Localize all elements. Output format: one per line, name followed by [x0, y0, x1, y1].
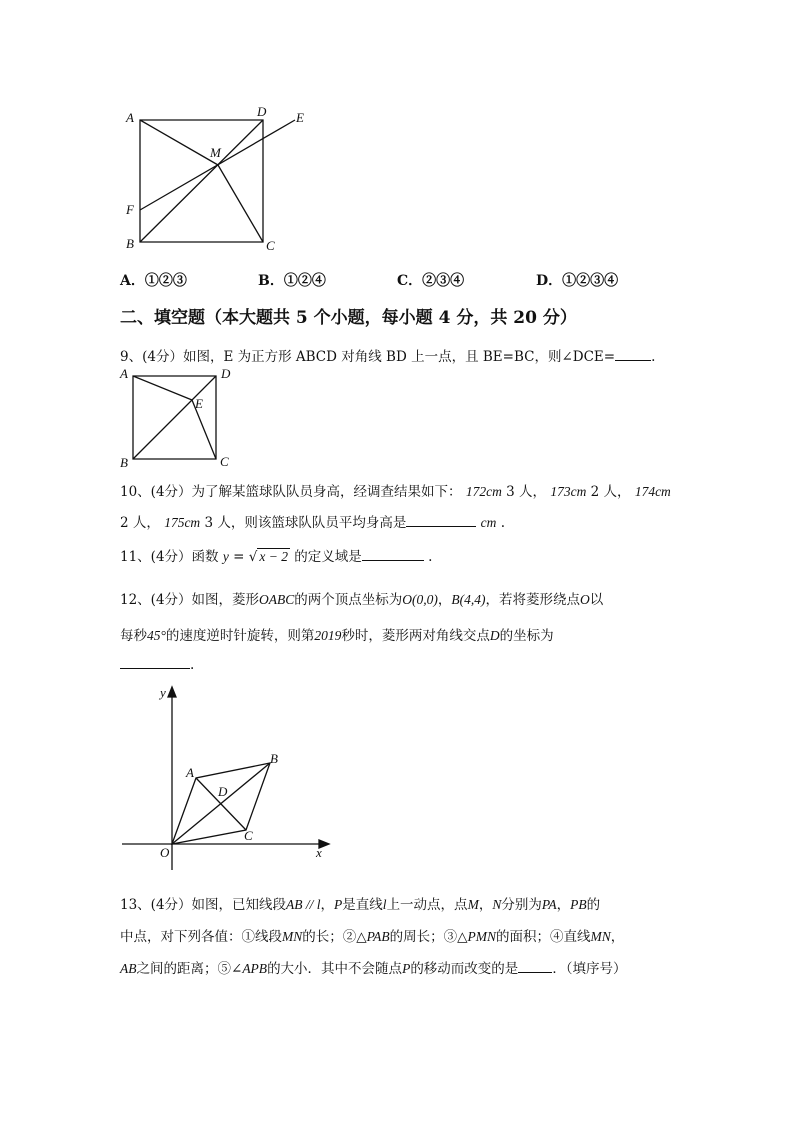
q12-o-point: O(0,0) [402, 592, 438, 607]
choice-a[interactable]: A．①②③ [120, 273, 187, 289]
q13-text-1: 13、(4分）如图，已知线段 [120, 897, 287, 913]
q13-n: N [492, 897, 502, 912]
label-e: E [296, 110, 304, 125]
q12-deg: 45° [147, 628, 166, 643]
segment-am [140, 120, 218, 165]
q10-value-175: 175 [164, 515, 185, 530]
segment-mc [218, 165, 263, 242]
question-10-line-2 [120, 511, 505, 531]
q12-text-7: 秒时，菱形两对角线交点 [341, 628, 490, 644]
question-13-line-2 [120, 925, 624, 945]
q10-count-3a: 3 人， [506, 484, 547, 500]
q12-label-b: B [270, 751, 278, 766]
q13-text-8: 的 [586, 897, 601, 913]
q13-text-9: 中点，对下列各值：①线段 [120, 929, 282, 945]
q13-text-16: 的移动而改变的是 [410, 961, 519, 977]
q13-answer-blank[interactable] [518, 960, 552, 973]
q9-text: 9、(4分）如图，E 为正方形 ABCD 对角线 BD 上一点，且 BE=BC，则∠DCE= [120, 349, 616, 365]
q10-count-2a: 2 人， [590, 484, 631, 500]
label-m: M [210, 145, 221, 160]
q13-text-13: ， [610, 929, 625, 945]
q10-value-172: 172 [465, 484, 487, 499]
q10-text-2: 3 人，则该篮球队队员平均身高是 [204, 515, 407, 531]
q13-text-12: 的面积；④直线 [496, 929, 591, 945]
question-11 [120, 545, 432, 565]
q12-text-6: 的速度逆时针旋转，则第 [165, 628, 315, 644]
q12-label-a: A [186, 765, 194, 780]
q13-text-5: ， [478, 897, 493, 913]
q12-o: O [580, 592, 590, 607]
q13-ab-l: AB // l [286, 897, 321, 912]
q11-func-lhs: y [222, 549, 229, 564]
choice-b[interactable]: B．①②④ [258, 273, 326, 289]
q12-d: D [489, 628, 500, 643]
q12-answer-blank[interactable] [120, 656, 190, 669]
q12-label-c: C [244, 828, 253, 843]
q9-label-e: E [195, 396, 203, 411]
question-13-line-3 [120, 957, 627, 977]
q9-label-c: C [220, 454, 229, 469]
sqrt-icon: √ [248, 549, 258, 565]
q13-ab: AB [120, 961, 137, 976]
y-axis-arrow [168, 687, 176, 697]
q11-text-2: 的定义域是 [294, 549, 362, 565]
q13-text-11: 的周长；③△ [389, 929, 468, 945]
q12-text-5: 每秒 [120, 628, 147, 644]
q13-text-15: 的大小．其中不会随点 [267, 961, 403, 977]
q9-label-b: B [120, 455, 128, 470]
figure-q8 [120, 100, 320, 255]
q10-unit-1: cm [486, 484, 502, 499]
q13-pb: PB [570, 897, 587, 912]
q13-text-7: ， [556, 897, 571, 913]
q11-func-eq: = [228, 549, 249, 565]
q12-label-x: x [316, 845, 322, 860]
q12-text-4: 以 [589, 592, 604, 608]
q12-text-2: 的两个顶点坐标为 [294, 592, 403, 608]
figure-q9 [118, 366, 238, 472]
q10-value-173: 173 [550, 484, 571, 499]
label-b: B [126, 236, 134, 251]
figure-q12-drawing [118, 685, 333, 870]
question-12-line-1 [120, 588, 603, 608]
q12-sep: ， [437, 592, 452, 608]
q12-oabc: OABC [259, 592, 295, 607]
q13-pab: PAB [366, 929, 390, 944]
q10-text: 10、(4分）为了解某篮球队队员身高，经调查结果如下： [120, 484, 462, 500]
q10-unit-5: cm [480, 515, 497, 530]
question-9 [120, 345, 655, 365]
q13-pmn: PMN [467, 929, 497, 944]
question-12-line-3 [120, 656, 194, 673]
q13-m: M [467, 897, 479, 912]
q12-tail: . [190, 657, 195, 673]
question-10-line-1 [120, 480, 671, 500]
q10-value-174: 174 [634, 484, 656, 499]
q11-text: 11、(4分）函数 [120, 549, 219, 565]
section-title: 二、填空题（本大题共 5 个小题，每小题 4 分，共 20 分） [120, 308, 577, 328]
q12-sec: 2019 [314, 628, 342, 643]
q13-text-2: ， [320, 897, 335, 913]
q13-text-17: ．（填序号） [552, 961, 627, 977]
q13-p-2: P [402, 961, 411, 976]
figure-q12 [118, 685, 333, 870]
question-12-line-2 [120, 624, 554, 644]
q13-apb: APB [242, 961, 268, 976]
q11-radicand: x − 2 [259, 549, 288, 564]
segment-ae [133, 376, 192, 400]
q10-count-2b: 2 人， [120, 515, 160, 531]
q13-text-3: 是直线 [342, 897, 383, 913]
q11-tail: . [428, 549, 433, 565]
q13-text-14: 之间的距离；⑤∠ [136, 961, 243, 977]
segment-bd [140, 120, 263, 242]
label-d: D [257, 104, 267, 119]
q13-text-6: 分别为 [501, 897, 542, 913]
q12-label-y: y [160, 685, 166, 700]
q10-unit-2: cm [570, 484, 587, 499]
q9-label-a: A [120, 366, 128, 381]
q10-unit-3: cm [655, 484, 671, 499]
label-f: F [126, 202, 134, 217]
label-c: C [266, 238, 275, 253]
q12-label-o: O [160, 845, 170, 860]
q9-text-end: . [651, 349, 656, 365]
choice-c[interactable]: C．②③④ [397, 273, 465, 289]
q10-unit-4: cm [184, 515, 201, 530]
figure-q8-drawing [120, 100, 320, 255]
diagonal-bd [133, 376, 216, 459]
q12-text-3: ，若将菱形绕点 [485, 592, 581, 608]
q13-text-10: 的长；②△ [302, 929, 367, 945]
question-13-line-1 [120, 893, 600, 913]
q13-mn: MN [282, 929, 303, 944]
q10-tail: . [500, 515, 506, 531]
q13-text-4: 上一动点，点 [386, 897, 468, 913]
q13-l: l [382, 897, 387, 912]
choice-d[interactable]: D．①②③④ [536, 273, 619, 289]
q13-mn-2: MN [590, 929, 611, 944]
q12-label-d: D [218, 784, 228, 799]
label-a: A [126, 110, 134, 125]
q9-answer-blank[interactable] [615, 348, 651, 361]
q12-b-point: B(4,4) [451, 592, 486, 607]
q10-answer-blank[interactable] [406, 514, 476, 527]
q12-text-1: 12、(4分）如图，菱形 [120, 592, 260, 608]
q13-pa: PA [541, 897, 557, 912]
q12-text-8: 的坐标为 [499, 628, 554, 644]
q9-label-d: D [221, 366, 231, 381]
q11-answer-blank[interactable] [362, 548, 424, 561]
q13-p: P [334, 897, 343, 912]
